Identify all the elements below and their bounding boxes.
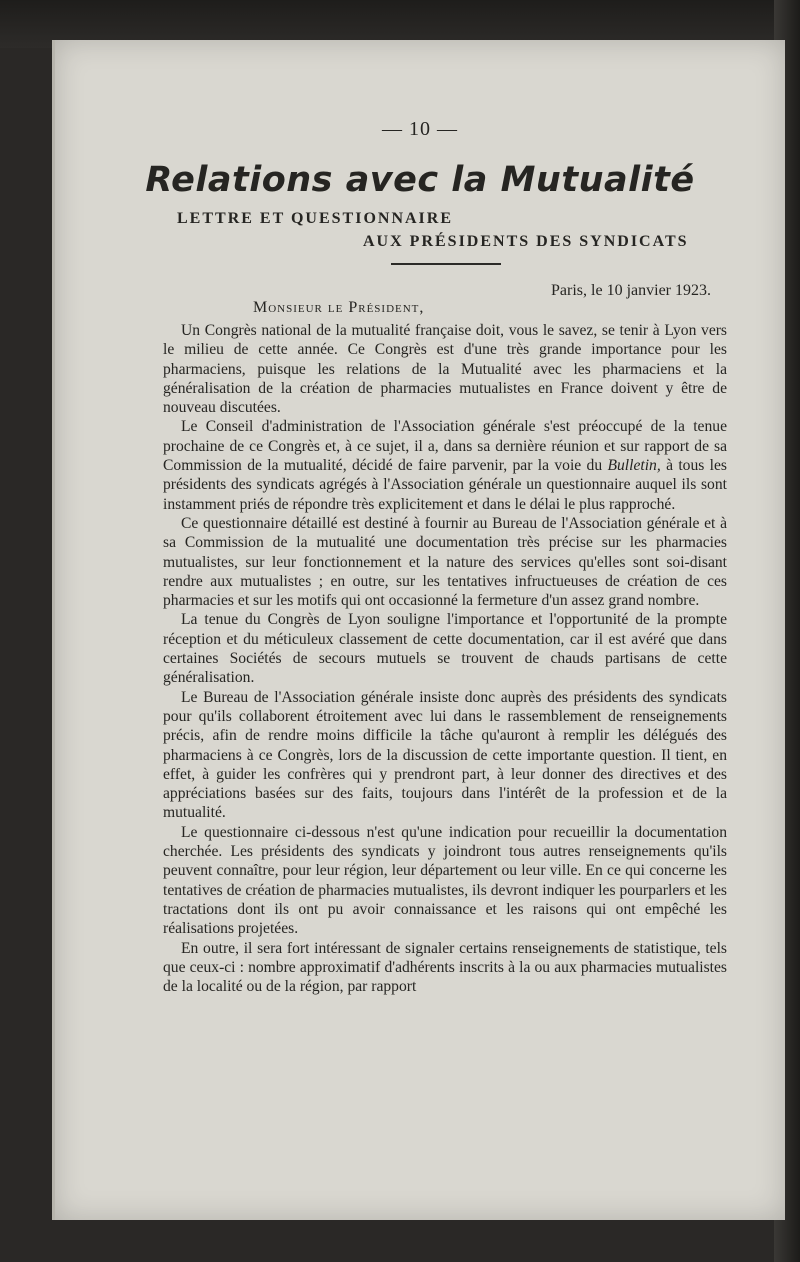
paragraph-text: En outre, il sera fort intéressant de signaler certains renseignements de statistique, tels que ceux-ci : nombre approximatif d'adhérents inscrits à la ou aux pharmacies mutualistes de la localité ou de la région, par rapport xyxy=(163,939,727,996)
dateline: Paris, le 10 janvier 1923. xyxy=(551,282,711,299)
paragraph-text: Le questionnaire ci-dessous n'est qu'une indication pour recueillir la documentation cherchée. Les présidents des syndicats y joindront tous autres renseignements qu'ils peuvent connaître, pour leur région, leur département ou leur ville. En ce qui concerne les tentatives de création de pharmacies mutualistes, ils devront indiquer les pourparlers et les tractations dont ils ont pu avoir connaissance et les raisons qui ont empêché les réalisations projetées. xyxy=(163,823,727,938)
salutation: Monsieur le Président, xyxy=(253,299,425,316)
paragraph xyxy=(163,610,727,687)
paragraph xyxy=(163,514,727,610)
paragraph xyxy=(163,417,727,513)
paragraph xyxy=(163,823,727,939)
paragraph-text: La tenue du Congrès de Lyon souligne l'importance et l'opportunité de la prompte réception et du méticuleux classement de cette documentation, car il est avéré que dans certaines Sociétés de secours mutuels se trouvent de chauds partisans de cette généralisation. xyxy=(163,611,727,687)
paragraph xyxy=(163,321,727,417)
paragraph-text: Le Conseil d'administration de l'Association générale s'est préoccupé de la tenue prochaine de ce Congrès et, à ce sujet, il a, dans sa dernière réunion et sur rapport de sa Commission de la mutualité, décidé de faire parvenir, par la voie du xyxy=(163,418,727,475)
title-divider xyxy=(391,263,501,265)
subtitle-line-1: LETTRE ET QUESTIONNAIRE xyxy=(177,210,453,227)
document-page xyxy=(52,40,785,1220)
paragraph-text: à tous les présidents des syndicats agrégés à l'Association générale un questionnaire auquel ils sont instamment priés de répondre très explicitement et dans le délai le plus rapproché. xyxy=(163,457,727,513)
page-number: — 10 — xyxy=(382,118,458,140)
paragraph xyxy=(163,688,727,823)
paragraph xyxy=(163,939,727,997)
page-title: Relations avec la Mutualité xyxy=(145,160,695,200)
paragraph-text: Ce questionnaire détaillé est destiné à fournir au Bureau de l'Association générale et à sa Commission de la mutualité une documentation très précise sur les pharmacies mutualistes, sur leur fonctionnement et la nature des services qu'elles sont soi-disant rendre aux mutualistes ; en outre, sur les tentatives infructueuses de création de ces pharmacies et sur les motifs qui ont occasionné la fermeture d'un assez grand nombre. xyxy=(163,514,727,610)
bulletin-title: Bulletin, xyxy=(607,457,661,475)
paragraph-text: Le Bureau de l'Association générale insiste donc auprès des présidents des syndicats pour qu'ils collaborent étroitement avec lui dans le rassemblement de renseignements précis, afin de rendre moins difficile la tâche qu'auront à remplir les délégués des pharmaciens à ce Congrès, lors de la discussion de cette importante question. Il tient, en effet, à guider les confrères qui y prendront part, à leur donner des directives et des appréciations basées sur des faits, toujours dans l'intérêt de la profession et de la mutualité. xyxy=(163,688,727,822)
letter-body xyxy=(163,321,727,996)
subtitle-line-2: AUX PRÉSIDENTS DES SYNDICATS xyxy=(363,233,689,250)
paragraph-text: Un Congrès national de la mutualité française doit, vous le savez, se tenir à Lyon vers le milieu de cette année. Ce Congrès est d'une très grande importance pour les pharmaciens, puisque les relations de la Mutualité avec les pharmaciens et la généralisation de la création de pharmacies mutualistes en France doivent y être de nouveau discutées. xyxy=(163,322,727,417)
